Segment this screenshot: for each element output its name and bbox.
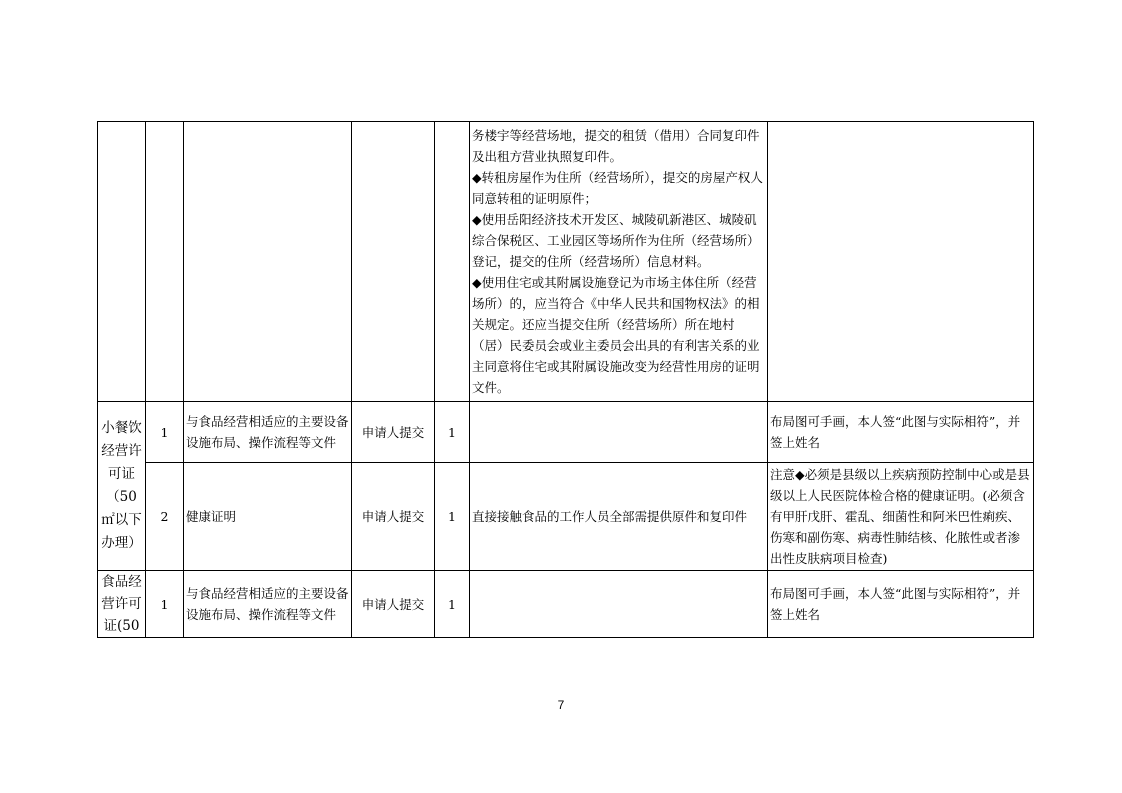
description-cell	[470, 402, 768, 463]
category-cell: 小餐饮经营许可证（50㎡以下办理）	[98, 402, 146, 571]
table-row	[98, 463, 1034, 571]
source-cell: 申请人提交	[352, 402, 435, 463]
category-cell: 食品经营许可证(50	[98, 571, 146, 638]
notes-cell: 注意◆必须是县级以上疾病预防控制中心或是县级以上人民医院体检合格的健康证明。(必须含有甲肝戊肝、霍乱、细菌性和阿米巴性痢疾、伤寒和副伤寒、病毒性肺结核、化脓性或者渗出性皮肤病项目检查)	[768, 463, 1034, 571]
materials-table	[97, 121, 1034, 638]
copies-cell: 1	[435, 463, 470, 571]
number-cell: 1	[146, 402, 184, 463]
material-cell: 与食品经营相适应的主要设备设施布局、操作流程等文件	[184, 571, 352, 638]
material-cell	[184, 122, 352, 402]
copies-cell	[435, 122, 470, 402]
material-cell: 与食品经营相适应的主要设备设施布局、操作流程等文件	[184, 402, 352, 463]
table-row	[98, 402, 1034, 463]
source-cell	[352, 122, 435, 402]
source-cell: 申请人提交	[352, 463, 435, 571]
notes-cell: 布局图可手画，本人签“此图与实际相符”，并签上姓名	[768, 571, 1034, 638]
description-cell: 直接接触食品的工作人员全部需提供原件和复印件	[470, 463, 768, 571]
notes-cell: 布局图可手画，本人签“此图与实际相符”，并签上姓名	[768, 402, 1034, 463]
table-row	[98, 122, 1034, 402]
copies-cell: 1	[435, 571, 470, 638]
description-cell: 务楼宇等经营场地，提交的租赁（借用）合同复印件及出租方营业执照复印件。 ◆转租房屋作为住所（经营场所），提交的房屋产权人同意转租的证明原件； ◆使用岳阳经济技术开发区、城陵矶新港区、城陵矶综合保税区、工业园区等场所作为住所（经营场所）登记，提交的住所（经营场所）信息材料。 ◆使用住宅或其附属设施登记为市场主体住所（经营场所）的，应当符合《中华人民共和国物权法》的相关规定。还应当提交住所（经营场所）所在地村（居）民委员会或业主委员会出具的有利害关系的业主同意将住宅或其附属设施改变为经营性用房的证明文件。	[470, 122, 768, 402]
number-cell: 2	[146, 463, 184, 571]
number-cell: 1	[146, 571, 184, 638]
category-cell	[98, 122, 146, 402]
notes-cell	[768, 122, 1034, 402]
number-cell	[146, 122, 184, 402]
source-cell: 申请人提交	[352, 571, 435, 638]
description-cell	[470, 571, 768, 638]
table-row	[98, 571, 1034, 638]
copies-cell: 1	[435, 402, 470, 463]
material-cell: 健康证明	[184, 463, 352, 571]
page-number: 7	[557, 698, 565, 712]
